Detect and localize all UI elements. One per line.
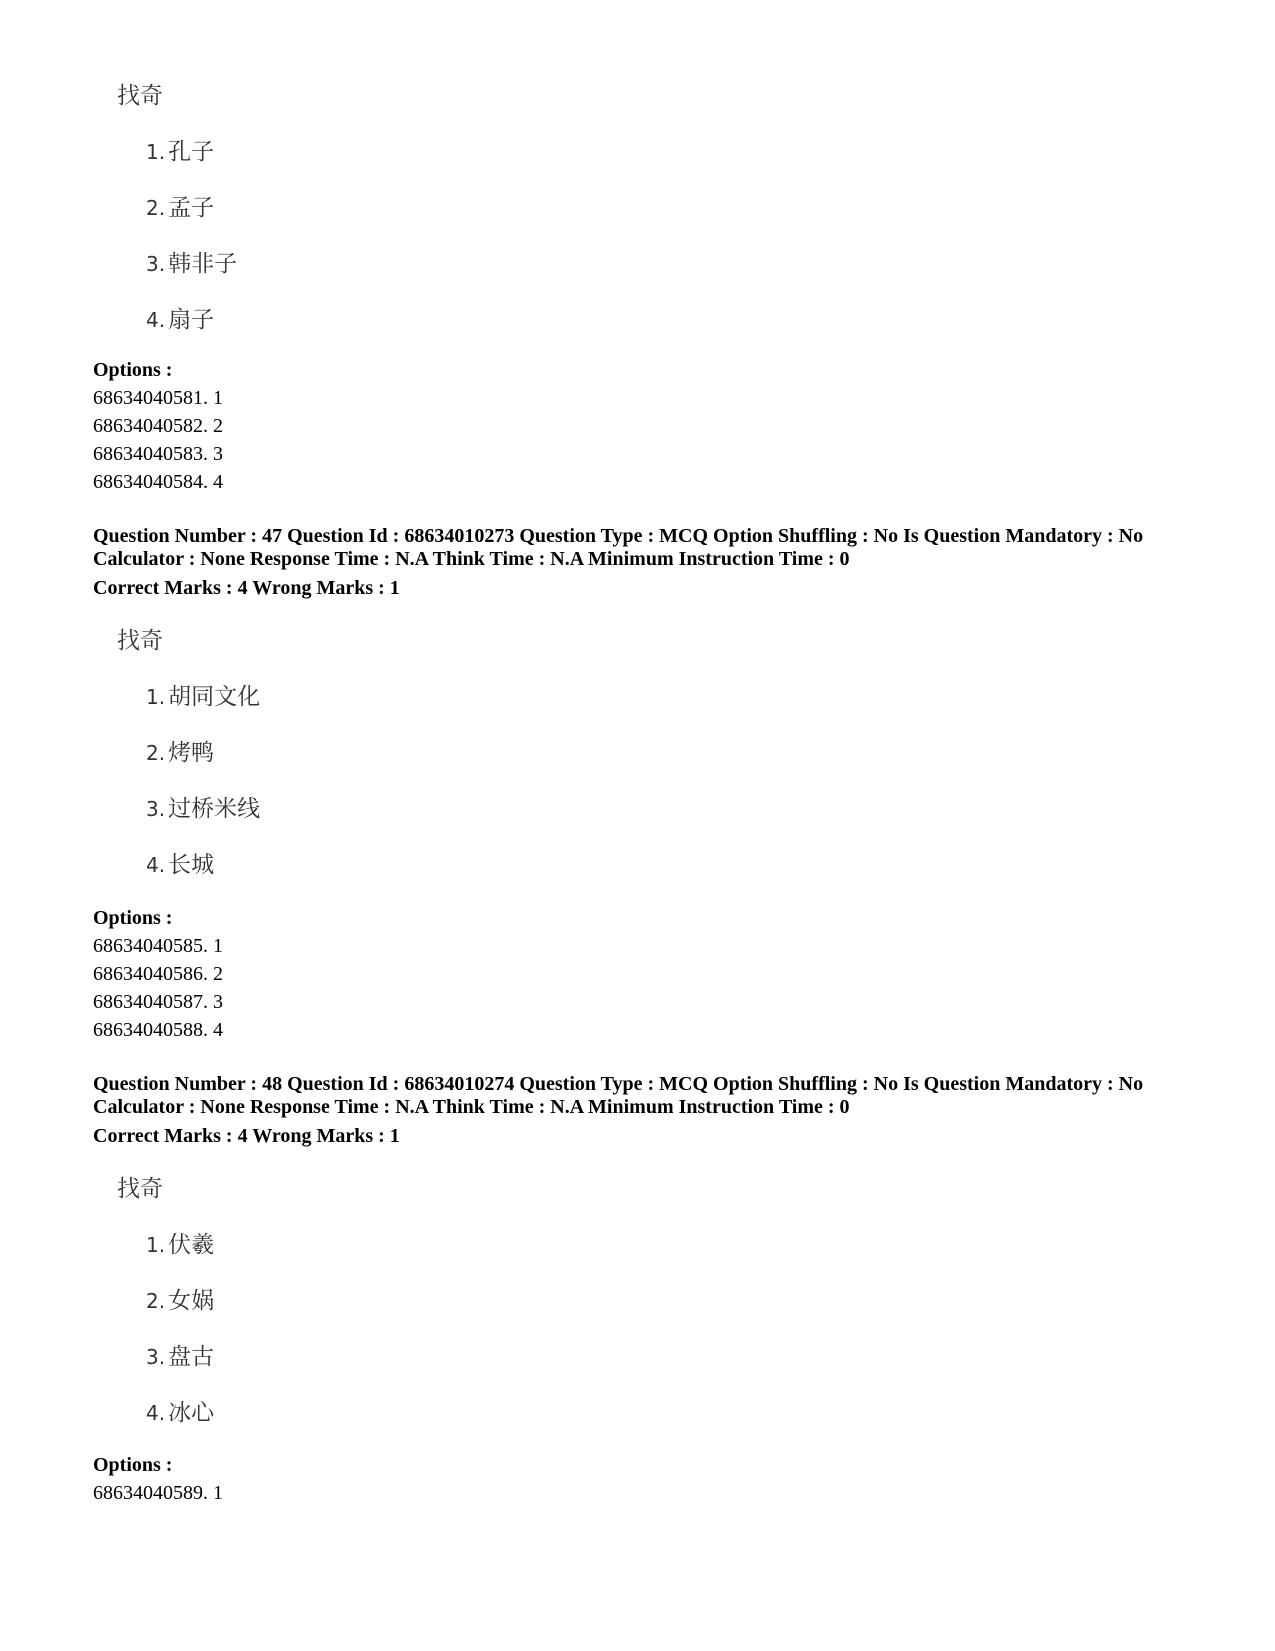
choice-item	[146, 138, 214, 166]
choice-item	[146, 250, 237, 278]
choice-text: 盘古	[168, 1344, 215, 1370]
option-line: 68634040585. 1	[93, 935, 223, 957]
choice-item	[146, 851, 214, 879]
choice-item	[146, 739, 214, 767]
choice-number: 4.	[146, 308, 166, 332]
choice-text: 孟子	[168, 195, 215, 221]
choice-number: 2.	[146, 1289, 166, 1313]
choice-text: 长城	[168, 852, 215, 878]
options-heading: Options :	[93, 907, 173, 929]
option-line: 68634040589. 1	[93, 1482, 223, 1504]
choice-number: 3.	[146, 1345, 166, 1369]
question-marks: Correct Marks : 4 Wrong Marks : 1	[93, 1125, 400, 1147]
choice-item	[146, 795, 260, 823]
options-heading: Options :	[93, 359, 173, 381]
choice-item	[146, 1287, 214, 1315]
question-stem: 找奇	[117, 628, 163, 654]
option-line: 68634040581. 1	[93, 387, 223, 409]
choice-item	[146, 194, 214, 222]
question-marks: Correct Marks : 4 Wrong Marks : 1	[93, 577, 400, 599]
choice-text: 孔子	[168, 139, 215, 165]
choice-number: 1.	[146, 140, 166, 164]
choice-number: 2.	[146, 196, 166, 220]
choice-number: 4.	[146, 853, 166, 877]
choice-text: 韩非子	[168, 251, 238, 277]
options-heading: Options :	[93, 1454, 173, 1476]
choice-item	[146, 1399, 214, 1427]
choice-number: 4.	[146, 1401, 166, 1425]
question-meta: Question Number : 48 Question Id : 68634010274 Question Type : MCQ Option Shuffling : No Is Question Mandatory : No Calculator : None Response Time : N.A Think Time : N.A Minimum Instruction Time : 0	[93, 1073, 1144, 1118]
choice-text: 女娲	[168, 1288, 215, 1314]
choice-text: 扇子	[168, 307, 215, 333]
choice-number: 3.	[146, 252, 166, 276]
choice-number: 1.	[146, 1233, 166, 1257]
choice-item	[146, 1231, 214, 1259]
choice-item	[146, 683, 260, 711]
option-line: 68634040588. 4	[93, 1019, 223, 1041]
choice-text: 冰心	[168, 1400, 215, 1426]
choice-text: 烤鸭	[168, 740, 215, 766]
question-stem: 找奇	[117, 83, 163, 109]
choice-number: 2.	[146, 741, 166, 765]
question-meta: Question Number : 47 Question Id : 68634010273 Question Type : MCQ Option Shuffling : No Is Question Mandatory : No Calculator : None Response Time : N.A Think Time : N.A Minimum Instruction Time : 0	[93, 525, 1144, 570]
option-line: 68634040582. 2	[93, 415, 223, 437]
option-line: 68634040587. 3	[93, 991, 223, 1013]
choice-text: 伏羲	[168, 1232, 215, 1258]
question-stem: 找奇	[117, 1176, 163, 1202]
choice-number: 3.	[146, 797, 166, 821]
choice-item	[146, 1343, 214, 1371]
choice-text: 过桥米线	[168, 796, 261, 822]
option-line: 68634040584. 4	[93, 471, 223, 493]
choice-text: 胡同文化	[168, 684, 261, 710]
option-line: 68634040583. 3	[93, 443, 223, 465]
option-line: 68634040586. 2	[93, 963, 223, 985]
choice-item	[146, 306, 214, 334]
choice-number: 1.	[146, 685, 166, 709]
